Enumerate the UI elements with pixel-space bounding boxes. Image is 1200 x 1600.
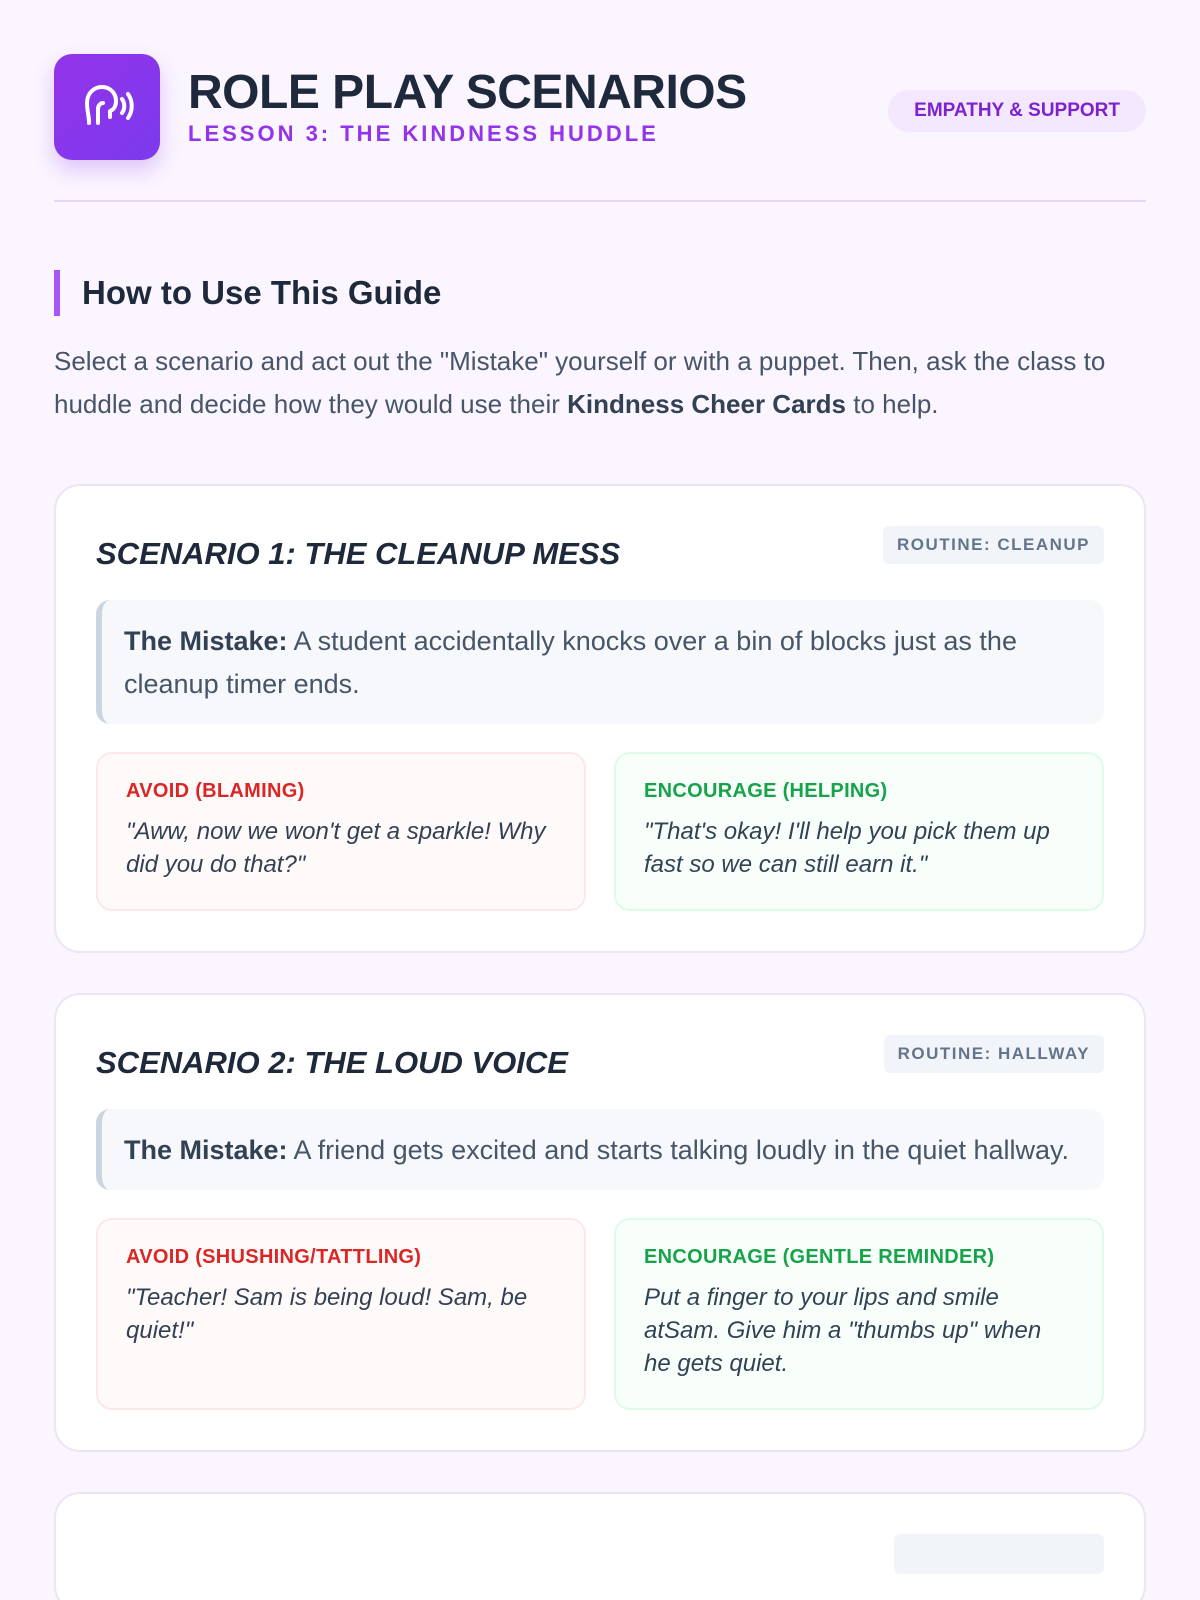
guide-text-intro: Select a scenario and act out the "Mistake" yourself or with a puppet. Then, ask the class to huddle and decide how they would use their [54,346,1106,419]
header-divider [54,200,1146,202]
encourage-quote: "That's okay! I'll help you pick them up fast so we can still earn it." [644,818,1050,878]
encourage-box [614,1218,1104,1410]
avoid-quote: "Aww, now we won't get a sparkle! Why did you do that?" [126,818,546,878]
topic-badge: EMPATHY & SUPPORT [888,90,1146,132]
avoid-quote: "Teacher! Sam is being loud! Sam, be quiet!" [126,1284,528,1344]
scenario-title: SCENARIO 1: THE CLEANUP MESS [96,536,621,571]
encourage-label: ENCOURAGE (HELPING) [644,780,888,802]
scenario-card-partial [54,1492,1146,1600]
scenario-card [54,993,1146,1452]
scenario-card [54,484,1146,953]
routine-tag: ROUTINE: HALLWAY [884,1035,1104,1073]
routine-tag: ROUTINE: CLEANUP [883,526,1104,564]
scenario-title: SCENARIO 2: THE LOUD VOICE [96,1045,568,1080]
avoid-label: AVOID (BLAMING) [126,780,305,802]
encourage-label: ENCOURAGE (GENTLE REMINDER) [644,1246,995,1268]
page-title: ROLE PLAY SCENARIOS [188,65,747,119]
lesson-subtitle: LESSON 3: THE KINDNESS HUDDLE [188,121,659,147]
scenario-header [96,526,1104,572]
mistake-text: A student accidentally knocks over a bin of blocks just as the cleanup timer ends. [124,626,1017,699]
guide-text [54,340,1146,426]
encourage-box [614,752,1104,911]
scenario-header [96,1035,1104,1081]
guide-text-outro: to help. [846,389,939,419]
mistake-text: A friend gets excited and starts talking loudly in the quiet hallway. [287,1135,1070,1165]
routine-tag-partial [894,1534,1104,1574]
response-options [96,1218,1104,1410]
guide-text-emphasis: Kindness Cheer Cards [567,389,847,419]
response-options [96,752,1104,911]
header [54,54,1146,160]
avoid-label: AVOID (SHUSHING/TATTLING) [126,1246,422,1268]
speaking-head-icon [54,54,160,160]
title-block [188,67,888,148]
avoid-box [96,752,586,911]
guide-heading: How to Use This Guide [54,270,1146,316]
encourage-quote: Put a finger to your lips and smile atSam. Give him a "thumbs up" when he gets quiet. [644,1284,1042,1377]
mistake-box [96,1109,1104,1190]
mistake-label: The Mistake: [124,1135,288,1165]
mistake-label: The Mistake: [124,626,288,656]
avoid-box [96,1218,586,1410]
mistake-box [96,600,1104,724]
